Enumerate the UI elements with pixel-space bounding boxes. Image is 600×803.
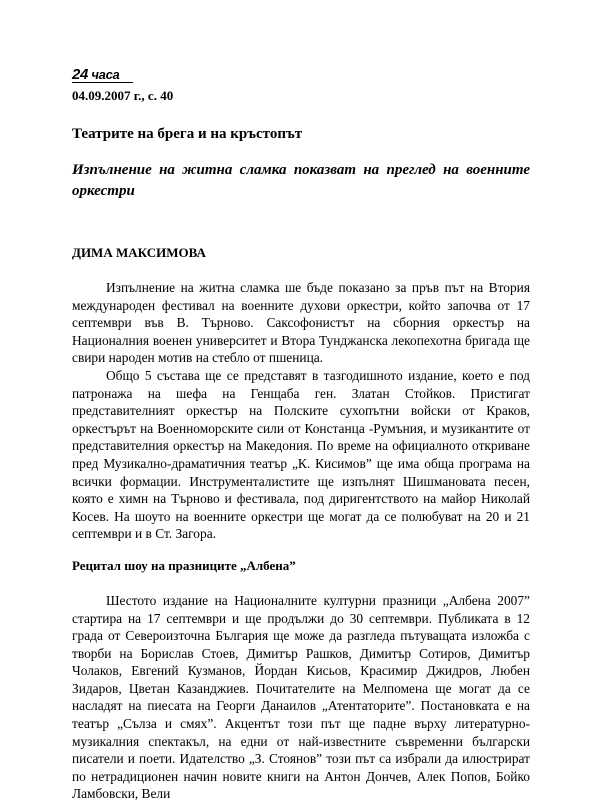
article-subtitle: Изпълнение на житна сламка показват на преглед на военните оркестри xyxy=(72,162,530,199)
source-line: 04.09.2007 г., с. 40 xyxy=(72,88,174,103)
paragraph: Изпълнение на житна сламка ше бъде показано за пръв път на Втория международен фестивал на военните духови оркестри, който започва от 17 септември във В. Търново. Саксофонистът на сборния оркестър на Националния военен университет и Втора Тунджанска лекопехотна бригада ще свири народен мотив на стебло от пшеница. xyxy=(72,280,530,366)
paragraph: Шестото издание на Националните културни празници „Албена 2007” стартира на 17 септември и ще продължи до 30 септември. Публиката в 12 града от Североизточна България ще може да разгледа пътуващата изложба с творби на Борислав Стоев, Димитър Рашков, Димитър Сотиров, Димитър Чолаков, Евгений Кузманов, Йордан Кисьов, Красимир Джидров, Любен Зидаров, Цветан Казанджиев. Почитателите на Мелпомена ще могат да се насладят на пиесата на Георги Данаилов „Атентаторите”. Постановката е на театър „Сълза и смях”. Акцентът този път ще падне върху литературно-музикалния спектакъл, на едни от най-известните съвременни български писатели и поети. Идателство „З. Стоянов” този път са избрали да илюстрират по нетрадиционен начин новите книги на Антон Дончев, Алек Попов, Бойко Ламбовски, Вели xyxy=(72,592,530,802)
logo-number: 24 xyxy=(72,66,89,83)
article-title: Театрите на брега и на кръстопът xyxy=(72,126,303,142)
paragraph: Общо 5 състава ще се представят в тазгодишното издание, което е под патронажа на шефа на Генщаба ген. Златан Стойков. Пристигат представителният оркестър на Полските сухопътни войски от Краков, оркестърът на Военноморските сили от Констанца -Румъния, и музикантите от представителния оркестър на Македония. По време на официалното откриване пред Музикално-драматичния театър „К. Кисимов” ще има обща програма на всички формации. Инструменталистите ще изпълнят Шишмановата песен, която е химн на Търново и фестивала, под диригентството на майор Николай Косев. На шоуто на военните оркестри ще могат да се полюбуват на 20 и 21 септември и в Ст. Загора. xyxy=(72,367,530,542)
document-page xyxy=(72,66,530,803)
article-author: ДИМА МАКСИМОВА xyxy=(72,245,206,260)
article-body xyxy=(72,279,530,543)
section-heading: Рецитал шоу на празниците „Албена” xyxy=(72,557,296,573)
newspaper-logo xyxy=(72,68,133,83)
logo-text: часа xyxy=(88,67,120,82)
section-body xyxy=(72,592,530,803)
